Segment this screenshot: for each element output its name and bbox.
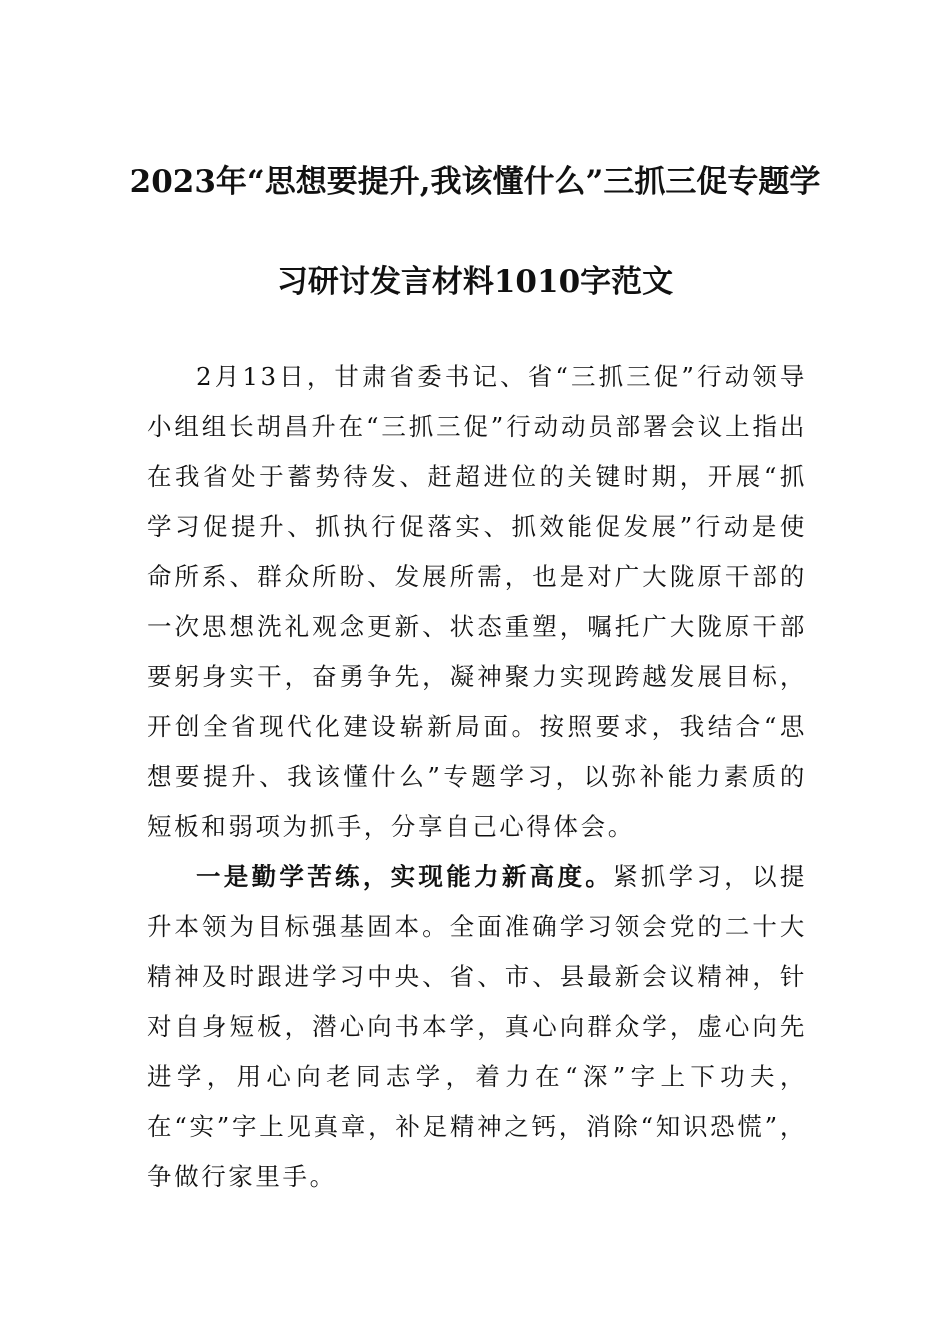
document-body [147,352,807,1202]
paragraph-point-one [147,852,807,1202]
paragraph-point-one-heading: 一是勤学苦练，实现能力新高度。 [196,862,614,891]
paragraph-point-one-text: 紧抓学习，以提升本领为目标强基固本。全面准确学习领会党的二十大精神及时跟进学习中央、省、市、县最新会议精神，针对自身短板，潜心向书本学，真心向群众学，虚心向先进学，用心向老同志学，着力在“深”字上下功夫，在“实”字上见真章，补足精神之钙，消除“知识恐慌”，争做行家里手。 [147,862,808,1191]
document-title-line-2: 习研讨发言材料1010字范文 [276,264,674,300]
paragraph-intro: 2月13日，甘肃省委书记、省“三抓三促”行动领导小组组长胡昌升在“三抓三促”行动动员部署会议上指出在我省处于蓄势待发、赶超进位的关键时期，开展“抓学习促提升、抓执行促落实、抓效能促发展”行动是使命所系、群众所盼、发展所需，也是对广大陇原干部的一次思想洗礼观念更新、状态重塑，嘱托广大陇原干部要躬身实干，奋勇争先，凝神聚力实现跨越发展目标，开创全省现代化建设崭新局面。按照要求，我结合“思想要提升、我该懂什么”专题学习，以弥补能力素质的短板和弱项为抓手，分享自己心得体会。 [147,362,807,841]
document-title-line-1: 2023年“思想要提升,我该懂什么”三抓三促专题学 [129,164,821,200]
